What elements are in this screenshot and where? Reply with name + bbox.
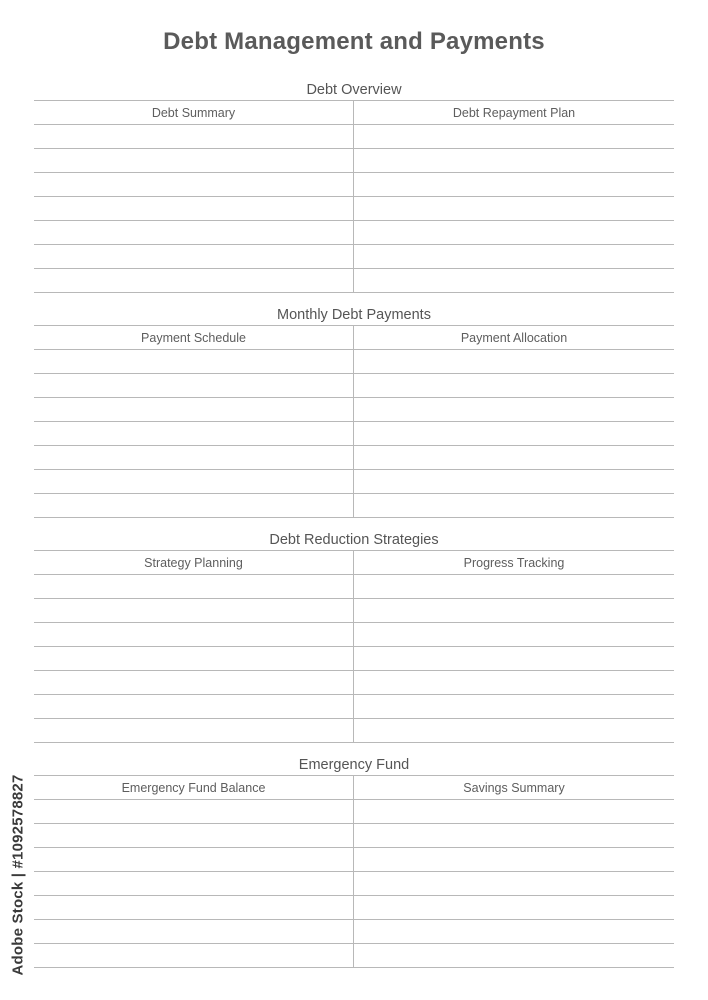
section-emergency-fund (34, 755, 674, 970)
row-rule (34, 670, 674, 671)
row-rule (34, 373, 674, 374)
row-rule (34, 268, 674, 269)
row-rule (34, 421, 674, 422)
row-rule (34, 871, 674, 872)
row-rule (34, 919, 674, 920)
section-title: Debt Overview (306, 82, 402, 98)
watermark-id (0, 755, 36, 995)
section-title: Monthly Debt Payments (277, 307, 431, 323)
section-top-rule (34, 325, 674, 326)
column-header-right: Savings Summary (463, 781, 565, 795)
row-rule (34, 196, 674, 197)
column-header-right: Debt Repayment Plan (452, 106, 576, 120)
section-top-rule (34, 550, 674, 551)
row-rule (34, 517, 674, 518)
row-rule (34, 895, 674, 896)
row-rule (34, 598, 674, 599)
row-rule (34, 847, 674, 848)
section-top-rule (34, 100, 674, 101)
row-rule (34, 967, 674, 968)
row-rule (34, 718, 674, 719)
row-rule (34, 694, 674, 695)
row-rule (34, 172, 674, 173)
watermark-text: Adobe Stock | #1092578827 (9, 774, 27, 976)
row-rule (34, 148, 674, 149)
row-rule (34, 220, 674, 221)
row-rule (34, 244, 674, 245)
row-rule (34, 622, 674, 623)
section-monthly-debt-payments (34, 305, 674, 520)
page-title: Debt Management and Payments (163, 28, 545, 55)
header-rule (34, 574, 674, 575)
section-top-rule (34, 775, 674, 776)
header-rule (34, 799, 674, 800)
column-header-left: Payment Schedule (141, 331, 246, 345)
row-rule (34, 469, 674, 470)
column-header-right: Progress Tracking (463, 556, 565, 570)
column-header-left: Emergency Fund Balance (121, 781, 266, 795)
row-rule (34, 823, 674, 824)
row-rule (34, 646, 674, 647)
header-rule (34, 124, 674, 125)
section-title: Debt Reduction Strategies (269, 532, 439, 548)
section-debt-reduction-strategies (34, 530, 674, 745)
row-rule (34, 445, 674, 446)
row-rule (34, 397, 674, 398)
row-rule (34, 742, 674, 743)
row-rule (34, 943, 674, 944)
column-header-right: Payment Allocation (460, 331, 568, 345)
column-header-left: Strategy Planning (144, 556, 243, 570)
section-debt-overview (34, 80, 674, 295)
row-rule (34, 292, 674, 293)
column-header-left: Debt Summary (151, 106, 236, 120)
row-rule (34, 493, 674, 494)
section-title: Emergency Fund (298, 757, 410, 773)
header-rule (34, 349, 674, 350)
